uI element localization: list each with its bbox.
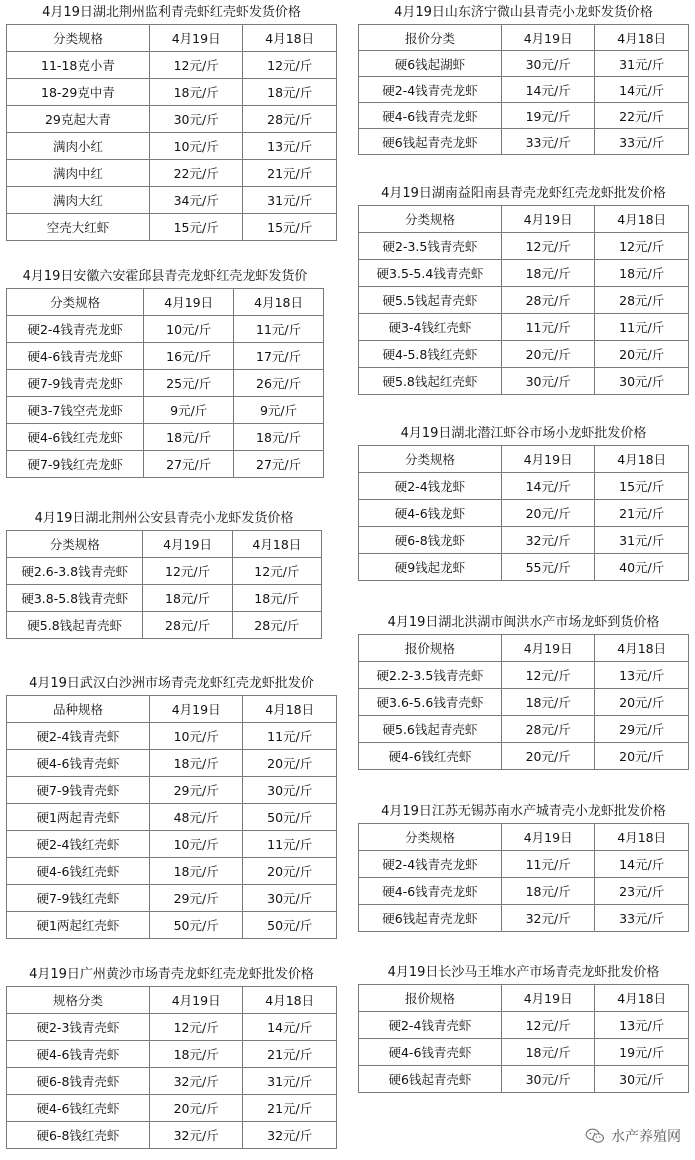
price-cell: 18元/斤 [149, 858, 243, 885]
column-header: 4月19日 [501, 25, 595, 51]
column-header: 4月19日 [501, 824, 595, 851]
price-cell: 11元/斤 [243, 723, 337, 750]
price-cell: 28元/斤 [232, 612, 321, 639]
price-cell: 11元/斤 [234, 316, 324, 343]
table-row [359, 233, 689, 260]
price-cell: 20元/斤 [595, 689, 689, 716]
spec-cell: 满肉小红 [7, 133, 150, 160]
price-cell: 33元/斤 [595, 129, 689, 155]
table-row [7, 723, 337, 750]
column-header: 报价规格 [359, 985, 502, 1012]
column-header: 4月18日 [595, 25, 689, 51]
price-cell: 31元/斤 [243, 187, 337, 214]
table-row [359, 1012, 689, 1039]
column-header: 规格分类 [7, 987, 150, 1014]
price-table-block [358, 801, 689, 932]
price-cell: 18元/斤 [501, 1039, 595, 1066]
table-row [7, 424, 324, 451]
price-cell: 20元/斤 [243, 858, 337, 885]
spec-cell: 硬2-4钱青壳龙虾 [359, 851, 502, 878]
price-cell: 18元/斤 [243, 79, 337, 106]
spec-cell: 29克起大青 [7, 106, 150, 133]
price-table [358, 634, 689, 770]
spec-cell: 硬3-7钱空壳龙虾 [7, 397, 144, 424]
spec-cell: 硬9钱起龙虾 [359, 554, 502, 581]
column-header: 4月19日 [143, 531, 232, 558]
spec-cell: 硬2-3钱青壳虾 [7, 1014, 150, 1041]
spec-cell: 硬4-6钱青壳龙虾 [7, 343, 144, 370]
column-header: 4月18日 [243, 696, 337, 723]
column-header: 分类规格 [359, 446, 502, 473]
spec-cell: 硬7-9钱青壳龙虾 [7, 370, 144, 397]
table-header-row [7, 987, 337, 1014]
price-cell: 18元/斤 [234, 424, 324, 451]
table-header-row [359, 206, 689, 233]
table-row [359, 689, 689, 716]
price-table [358, 205, 689, 395]
price-cell: 30元/斤 [501, 368, 595, 395]
price-cell: 48元/斤 [149, 804, 243, 831]
price-cell: 18元/斤 [149, 750, 243, 777]
price-cell: 25元/斤 [144, 370, 234, 397]
spec-cell: 硬4-5.8钱红壳虾 [359, 341, 502, 368]
table-row [359, 287, 689, 314]
table-title: 4月19日长沙马王堆水产市场青壳龙虾批发价格 [387, 965, 660, 980]
price-cell: 30元/斤 [501, 51, 595, 77]
price-cell: 12元/斤 [149, 52, 243, 79]
price-cell: 33元/斤 [501, 129, 595, 155]
column-header: 分类规格 [359, 206, 502, 233]
price-cell: 32元/斤 [243, 1122, 337, 1149]
spec-cell: 硬4-6钱红壳虾 [7, 858, 150, 885]
price-cell: 11元/斤 [501, 851, 595, 878]
table-header-row [7, 289, 324, 316]
table-row [7, 451, 324, 478]
table-row [359, 51, 689, 77]
price-cell: 26元/斤 [234, 370, 324, 397]
table-title: 4月19日湖南益阳南县青壳龙虾红壳龙虾批发价格 [381, 186, 666, 201]
column-header: 分类规格 [7, 25, 150, 52]
price-cell: 11元/斤 [243, 831, 337, 858]
price-cell: 50元/斤 [243, 912, 337, 939]
spec-cell: 硬6钱起青壳龙虾 [359, 129, 502, 155]
price-cell: 50元/斤 [243, 804, 337, 831]
price-cell: 18元/斤 [501, 878, 595, 905]
column-header: 4月18日 [595, 635, 689, 662]
price-cell: 30元/斤 [501, 1066, 595, 1093]
table-row [7, 612, 322, 639]
price-cell: 17元/斤 [234, 343, 324, 370]
spec-cell: 硬6-8钱龙虾 [359, 527, 502, 554]
table-row [7, 214, 337, 241]
column-header: 4月19日 [149, 696, 243, 723]
price-cell: 30元/斤 [243, 885, 337, 912]
column-header: 报价分类 [359, 25, 502, 51]
spec-cell: 硬3.8-5.8钱青壳虾 [7, 585, 143, 612]
table-row [359, 341, 689, 368]
table-row [7, 585, 322, 612]
table-row [7, 106, 337, 133]
column-header: 4月18日 [595, 824, 689, 851]
spec-cell: 满肉大红 [7, 187, 150, 214]
table-row [359, 314, 689, 341]
price-cell: 19元/斤 [595, 1039, 689, 1066]
table-row [359, 368, 689, 395]
column-header: 分类规格 [7, 289, 144, 316]
price-table [358, 445, 689, 581]
column-header: 4月19日 [149, 25, 243, 52]
price-cell: 18元/斤 [149, 79, 243, 106]
spec-cell: 硬1两起青壳虾 [7, 804, 150, 831]
price-cell: 22元/斤 [595, 103, 689, 129]
column-header: 分类规格 [359, 824, 502, 851]
table-row [359, 851, 689, 878]
price-cell: 12元/斤 [143, 558, 232, 585]
column-header: 4月19日 [501, 206, 595, 233]
price-cell: 11元/斤 [501, 314, 595, 341]
spec-cell: 硬5.5钱起青壳虾 [359, 287, 502, 314]
table-row [7, 831, 337, 858]
table-row [7, 79, 337, 106]
spec-cell: 硬7-9钱红壳龙虾 [7, 451, 144, 478]
price-cell: 12元/斤 [243, 52, 337, 79]
price-cell: 18元/斤 [595, 260, 689, 287]
spec-cell: 硬4-6钱红壳虾 [359, 743, 502, 770]
price-cell: 31元/斤 [595, 527, 689, 554]
price-table-block [6, 964, 337, 1149]
price-cell: 28元/斤 [143, 612, 232, 639]
table-title: 4月19日武汉白沙洲市场青壳龙虾红壳龙虾批发价 [29, 676, 314, 691]
price-cell: 18元/斤 [149, 1041, 243, 1068]
price-cell: 13元/斤 [243, 133, 337, 160]
spec-cell: 硬6钱起青壳龙虾 [359, 905, 502, 932]
price-cell: 30元/斤 [595, 1066, 689, 1093]
spec-cell: 满肉中红 [7, 160, 150, 187]
spec-cell: 硬6-8钱青壳虾 [7, 1068, 150, 1095]
table-header-row [359, 824, 689, 851]
table-title: 4月19日山东济宁微山县青壳小龙虾发货价格 [394, 5, 653, 20]
table-title: 4月19日湖北荆州监利青壳虾红壳虾发货价格 [42, 5, 301, 20]
price-cell: 14元/斤 [501, 77, 595, 103]
price-cell: 19元/斤 [501, 103, 595, 129]
table-row [359, 77, 689, 103]
column-header: 4月18日 [595, 206, 689, 233]
spec-cell: 硬2.2-3.5钱青壳虾 [359, 662, 502, 689]
price-cell: 31元/斤 [595, 51, 689, 77]
price-table-block [6, 2, 337, 241]
table-title: 4月19日安徽六安霍邱县青壳龙虾红壳龙虾发货价 [22, 269, 308, 284]
table-row [359, 554, 689, 581]
price-cell: 12元/斤 [595, 233, 689, 260]
price-cell: 30元/斤 [149, 106, 243, 133]
table-row [359, 527, 689, 554]
price-cell: 14元/斤 [243, 1014, 337, 1041]
table-title: 4月19日湖北潜江虾谷市场小龙虾批发价格 [400, 426, 647, 441]
price-table-block [358, 612, 689, 770]
spec-cell: 硬2-4钱青壳龙虾 [7, 316, 144, 343]
table-title: 4月19日湖北洪湖市闽洪水产市场龙虾到货价格 [387, 615, 660, 630]
table-row [7, 343, 324, 370]
price-cell: 29元/斤 [595, 716, 689, 743]
wechat-icon [585, 1128, 605, 1144]
column-header: 4月19日 [149, 987, 243, 1014]
price-cell: 18元/斤 [501, 260, 595, 287]
price-table [6, 695, 337, 939]
price-cell: 13元/斤 [595, 662, 689, 689]
price-cell: 32元/斤 [149, 1122, 243, 1149]
spec-cell: 硬4-6钱青壳虾 [359, 1039, 502, 1066]
price-cell: 34元/斤 [149, 187, 243, 214]
table-row [7, 1095, 337, 1122]
column-header: 品种规格 [7, 696, 150, 723]
spec-cell: 硬7-9钱青壳虾 [7, 777, 150, 804]
column-header: 4月18日 [595, 446, 689, 473]
column-header: 4月18日 [234, 289, 324, 316]
price-cell: 20元/斤 [243, 750, 337, 777]
table-row [359, 905, 689, 932]
price-cell: 40元/斤 [595, 554, 689, 581]
price-table-block [358, 423, 689, 581]
table-row [7, 316, 324, 343]
price-cell: 22元/斤 [149, 160, 243, 187]
table-row [359, 473, 689, 500]
column-header: 报价规格 [359, 635, 502, 662]
spec-cell: 硬4-6钱青壳龙虾 [359, 878, 502, 905]
price-cell: 9元/斤 [144, 397, 234, 424]
price-cell: 20元/斤 [501, 500, 595, 527]
table-header-row [359, 446, 689, 473]
price-cell: 21元/斤 [243, 1041, 337, 1068]
price-cell: 55元/斤 [501, 554, 595, 581]
price-cell: 10元/斤 [149, 723, 243, 750]
table-title: 4月19日江苏无锡苏南水产城青壳小龙虾批发价格 [381, 804, 666, 819]
spec-cell: 硬1两起红壳虾 [7, 912, 150, 939]
price-cell: 20元/斤 [595, 341, 689, 368]
price-cell: 12元/斤 [501, 1012, 595, 1039]
price-cell: 21元/斤 [595, 500, 689, 527]
price-table-block [6, 266, 324, 478]
table-row [7, 397, 324, 424]
table-row [359, 662, 689, 689]
spec-cell: 硬3-4钱红壳虾 [359, 314, 502, 341]
price-cell: 13元/斤 [595, 1012, 689, 1039]
price-cell: 12元/斤 [232, 558, 321, 585]
price-cell: 20元/斤 [501, 743, 595, 770]
price-cell: 28元/斤 [501, 716, 595, 743]
spec-cell: 硬4-6钱青壳虾 [7, 1041, 150, 1068]
table-row [359, 1066, 689, 1093]
price-cell: 32元/斤 [501, 527, 595, 554]
price-cell: 11元/斤 [595, 314, 689, 341]
table-row [359, 716, 689, 743]
price-table-block [358, 2, 689, 155]
price-table-block [358, 183, 689, 395]
table-row [7, 858, 337, 885]
price-cell: 29元/斤 [149, 777, 243, 804]
price-cell: 50元/斤 [149, 912, 243, 939]
table-header-row [7, 25, 337, 52]
price-cell: 12元/斤 [501, 662, 595, 689]
price-table [6, 530, 322, 639]
price-cell: 28元/斤 [595, 287, 689, 314]
table-title: 4月19日广州黄沙市场青壳龙虾红壳龙虾批发价格 [29, 967, 314, 982]
price-cell: 18元/斤 [501, 689, 595, 716]
table-row [359, 129, 689, 155]
price-cell: 27元/斤 [144, 451, 234, 478]
table-row [7, 1014, 337, 1041]
price-table-block [358, 962, 689, 1093]
price-cell: 28元/斤 [501, 287, 595, 314]
spec-cell: 硬6-8钱红壳虾 [7, 1122, 150, 1149]
table-row [359, 878, 689, 905]
table-row [359, 743, 689, 770]
spec-cell: 硬5.6钱起青壳虾 [359, 716, 502, 743]
table-row [7, 1122, 337, 1149]
table-header-row [7, 696, 337, 723]
table-row [359, 260, 689, 287]
price-cell: 21元/斤 [243, 1095, 337, 1122]
spec-cell: 硬6钱起湖虾 [359, 51, 502, 77]
table-header-row [359, 635, 689, 662]
price-cell: 10元/斤 [149, 831, 243, 858]
spec-cell: 硬6钱起青壳虾 [359, 1066, 502, 1093]
spec-cell: 硬2-4钱青壳虾 [7, 723, 150, 750]
table-row [7, 52, 337, 79]
spec-cell: 硬4-6钱青壳龙虾 [359, 103, 502, 129]
price-cell: 14元/斤 [595, 851, 689, 878]
price-cell: 12元/斤 [149, 1014, 243, 1041]
table-row [7, 750, 337, 777]
spec-cell: 硬3.5-5.4钱青壳虾 [359, 260, 502, 287]
price-cell: 15元/斤 [595, 473, 689, 500]
column-header: 4月18日 [243, 987, 337, 1014]
spec-cell: 硬2-4钱青壳虾 [359, 1012, 502, 1039]
price-table [6, 986, 337, 1149]
column-header: 4月18日 [595, 985, 689, 1012]
price-cell: 9元/斤 [234, 397, 324, 424]
table-row [7, 558, 322, 585]
table-row [7, 912, 337, 939]
price-cell: 30元/斤 [595, 368, 689, 395]
spec-cell: 硬3.6-5.6钱青壳虾 [359, 689, 502, 716]
column-header: 4月19日 [501, 446, 595, 473]
price-cell: 10元/斤 [144, 316, 234, 343]
spec-cell: 硬2-4钱红壳虾 [7, 831, 150, 858]
price-cell: 21元/斤 [243, 160, 337, 187]
spec-cell: 18-29克中青 [7, 79, 150, 106]
price-cell: 18元/斤 [232, 585, 321, 612]
table-row [7, 133, 337, 160]
spec-cell: 硬2.6-3.8钱青壳虾 [7, 558, 143, 585]
column-header: 分类规格 [7, 531, 143, 558]
price-cell: 20元/斤 [149, 1095, 243, 1122]
price-cell: 20元/斤 [595, 743, 689, 770]
spec-cell: 硬7-9钱红壳虾 [7, 885, 150, 912]
table-header-row [359, 985, 689, 1012]
spec-cell: 硬2-3.5钱青壳虾 [359, 233, 502, 260]
table-row [7, 885, 337, 912]
price-cell: 18元/斤 [144, 424, 234, 451]
price-cell: 18元/斤 [143, 585, 232, 612]
watermark-text: 水产养殖网 [611, 1129, 681, 1145]
price-cell: 20元/斤 [501, 341, 595, 368]
column-header: 4月19日 [501, 985, 595, 1012]
price-cell: 14元/斤 [501, 473, 595, 500]
price-cell: 15元/斤 [149, 214, 243, 241]
spec-cell: 硬5.8钱起青壳虾 [7, 612, 143, 639]
price-cell: 29元/斤 [149, 885, 243, 912]
spec-cell: 硬2-4钱龙虾 [359, 473, 502, 500]
table-header-row [7, 531, 322, 558]
price-table [358, 823, 689, 932]
spec-cell: 硬4-6钱青壳虾 [7, 750, 150, 777]
price-cell: 15元/斤 [243, 214, 337, 241]
table-row [7, 370, 324, 397]
price-table [6, 288, 324, 478]
spec-cell: 空壳大红虾 [7, 214, 150, 241]
spec-cell: 硬2-4钱青壳龙虾 [359, 77, 502, 103]
column-header: 4月18日 [232, 531, 321, 558]
price-table-block [6, 673, 337, 939]
table-row [359, 500, 689, 527]
spec-cell: 硬5.8钱起红壳虾 [359, 368, 502, 395]
table-row [7, 777, 337, 804]
table-row [7, 160, 337, 187]
price-cell: 32元/斤 [501, 905, 595, 932]
price-table-block [6, 508, 322, 639]
price-cell: 31元/斤 [243, 1068, 337, 1095]
price-cell: 30元/斤 [243, 777, 337, 804]
column-header: 4月18日 [243, 25, 337, 52]
price-cell: 28元/斤 [243, 106, 337, 133]
price-cell: 16元/斤 [144, 343, 234, 370]
table-row [7, 804, 337, 831]
spec-cell: 硬4-6钱红壳龙虾 [7, 424, 144, 451]
table-header-row [359, 25, 689, 51]
table-row [7, 1068, 337, 1095]
table-title: 4月19日湖北荆州公安县青壳小龙虾发货价格 [34, 511, 294, 526]
spec-cell: 硬4-6钱红壳虾 [7, 1095, 150, 1122]
price-cell: 27元/斤 [234, 451, 324, 478]
table-row [7, 1041, 337, 1068]
price-table [358, 24, 689, 155]
spec-cell: 11-18克小青 [7, 52, 150, 79]
price-cell: 23元/斤 [595, 878, 689, 905]
spec-cell: 硬4-6钱龙虾 [359, 500, 502, 527]
price-cell: 32元/斤 [149, 1068, 243, 1095]
table-row [359, 1039, 689, 1066]
column-header: 4月19日 [144, 289, 234, 316]
price-cell: 14元/斤 [595, 77, 689, 103]
column-header: 4月19日 [501, 635, 595, 662]
table-row [359, 103, 689, 129]
watermark [585, 1126, 681, 1146]
price-table [358, 984, 689, 1093]
price-cell: 10元/斤 [149, 133, 243, 160]
price-cell: 12元/斤 [501, 233, 595, 260]
table-row [7, 187, 337, 214]
price-cell: 33元/斤 [595, 905, 689, 932]
price-table [6, 24, 337, 241]
